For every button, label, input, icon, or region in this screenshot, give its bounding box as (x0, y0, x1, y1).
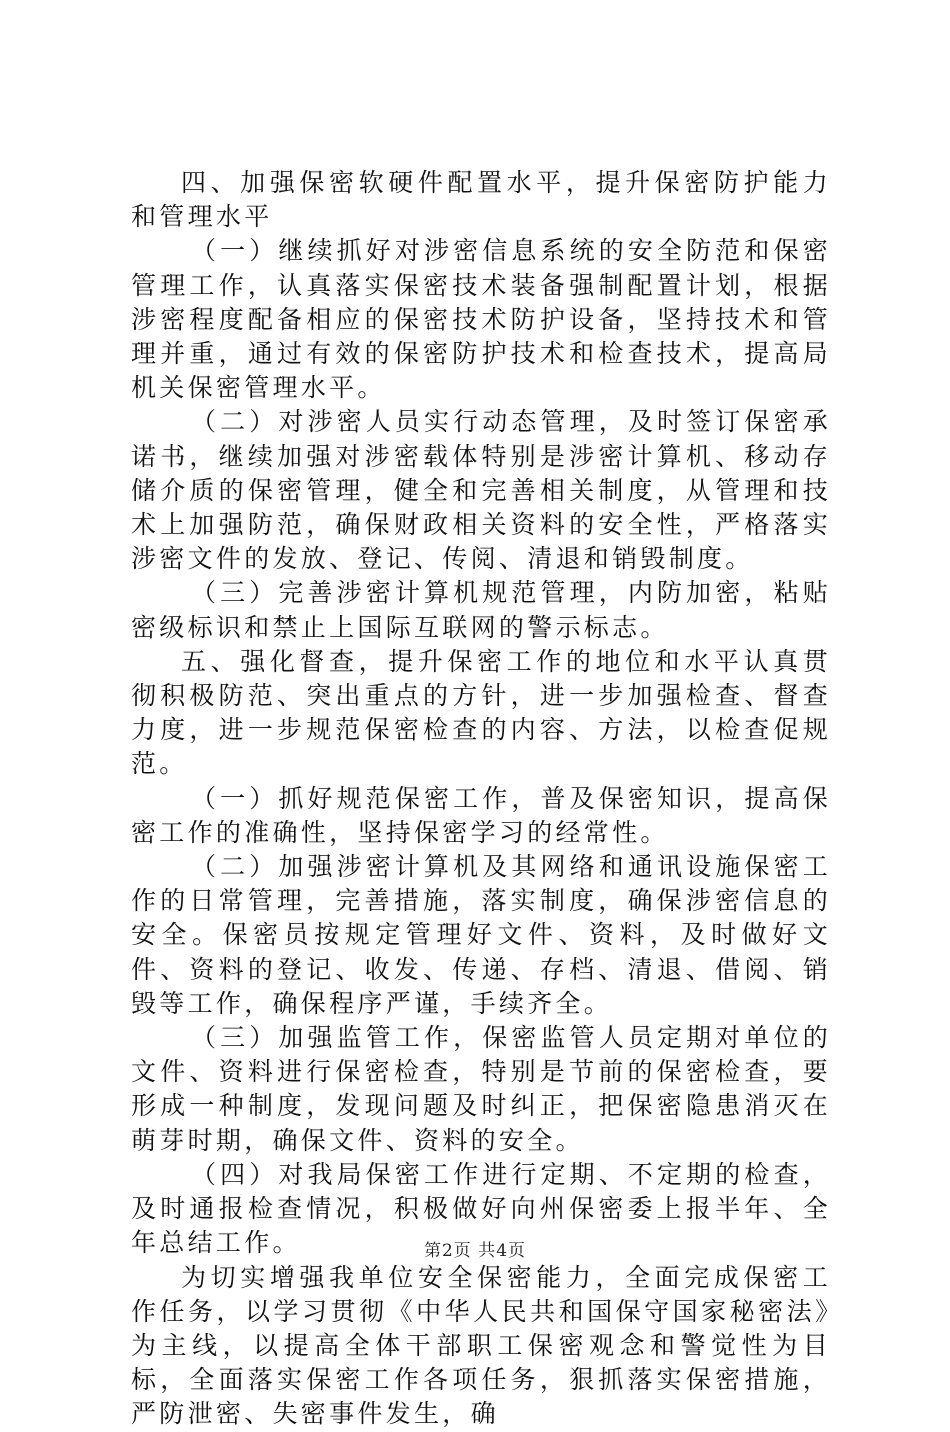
paragraph: （一）抓好规范保密工作，普及保密知识，提高保密工作的准确性，坚持保密学习的经常性。 (131, 783, 831, 847)
paragraph: （二）对涉密人员实行动态管理，及时签订保密承诺书，继续加强对涉密载体特别是涉密计算机、移动存储介质的保密管理，健全和完善相关制度，从管理和技术上加强防范，确保财政相关资料的安全性，严格落实涉密文件的发放、登记、传阅、清退和销毁制度。 (131, 407, 831, 574)
section-heading-4: 四、加强保密软硬件配置水平，提升保密防护能力和管理水平 (131, 168, 831, 232)
paragraph: （四）对我局保密工作进行定期、不定期的检查，及时通报检查情况，积极做好向州保密委上报半年、全年总结工作。 (131, 1159, 831, 1258)
paragraph: （三）加强监管工作，保密监管人员定期对单位的文件、资料进行保密检查，特别是节前的保密检查，要形成一种制度，发现问题及时纠正，把保密隐患消灭在萌芽时期，确保文件、资料的安全。 (131, 1023, 831, 1155)
page-footer: 第2页 共4页 (423, 1241, 527, 1261)
paragraph: （三）完善涉密计算机规范管理，内防加密，粘贴密级标识和禁止上国际互联网的警示标志。 (131, 578, 831, 642)
section-heading-5: 五、强化督查，提升保密工作的地位和水平认真贯彻积极防范、突出重点的方针，进一步加强检查、督查力度，进一步规范保密检查的内容、方法，以检查促规范。 (131, 646, 831, 779)
paragraph: 为切实增强我单位安全保密能力，全面完成保密工作任务，以学习贯彻《中华人民共和国保守国家秘密法》为主线，以提高全体干部职工保密观念和警觉性为目标，全面落实保密工作各项任务，狠抓落实保密措施，严防泄密、失密事件发生，确 (131, 1262, 831, 1429)
paragraph: （二）加强涉密计算机及其网络和通讯设施保密工作的日常管理，完善措施，落实制度，确保涉密信息的安全。保密员按规定管理好文件、资料，及时做好文件、资料的登记、收发、传递、存档、清退、借阅、销毁等工作，确保程序严谨，手续齐全。 (131, 852, 831, 1018)
paragraph: （一）继续抓好对涉密信息系统的安全防范和保密管理工作，认真落实保密技术装备强制配置计划，根据涉密程度配备相应的保密技术防护设备，坚持技术和管理并重，通过有效的保密防护技术和检查技术，提高局机关保密管理水平。 (131, 236, 831, 403)
